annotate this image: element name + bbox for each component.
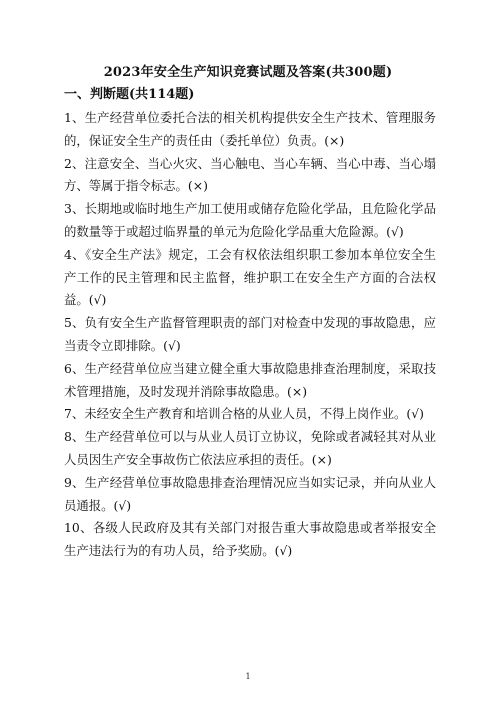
question-item: 5、负有安全生产监督管理职责的部门对检查中发现的事故隐患，应当责令立即排除。(√): [64, 315, 436, 353]
question-item: 6、生产经营单位应当建立健全重大事故隐患排查治理制度，采取技术管理措施，及时发现并消除事故隐患。(×): [64, 360, 436, 399]
question-item: 9、生产经营单位事故隐患排查治理情况应当如实记录，并向从业人员通报。(√): [64, 474, 436, 513]
question-item: 2、注意安全、当心火灾、当心触电、当心车辆、当心中毒、当心塌方、等属于指令标志。(×): [64, 155, 436, 194]
question-item: 8、生产经营单位可以与从业人员订立协议，免除或者减轻其对从业人员因生产安全事故伤亡依法应承担的责任。(×): [64, 429, 436, 467]
question-item: 4、《安全生产法》规定，工会有权依法组织职工参加本单位安全生产工作的民主管理和民主监督，维护职工在安全生产方面的合法权益。(√): [64, 246, 436, 308]
page-number: 1: [245, 672, 251, 681]
question-item: 1、生产经营单位委托合法的相关机构提供安全生产技术、管理服务的，保证安全生产的责任由（委托单位）负责。(×): [64, 110, 436, 148]
question-list: [64, 107, 436, 563]
document-title: 2023年安全生产知识竞赛试题及答案(共300题): [103, 65, 393, 80]
question-item: 3、长期地或临时地生产加工使用或储存危险化学品，且危险化学品的数量等于或超过临界量的单元为危险化学品重大危险源。(√): [64, 201, 436, 239]
question-item: 7、未经安全生产教育和培训合格的从业人员，不得上岗作业。(√): [64, 406, 424, 422]
question-item: 10、各级人民政府及其有关部门对报告重大事故隐患或者举报安全生产违法行为的有功人员，给予奖励。(√): [64, 520, 436, 559]
section-heading: 一、判断题(共114题): [64, 87, 195, 102]
